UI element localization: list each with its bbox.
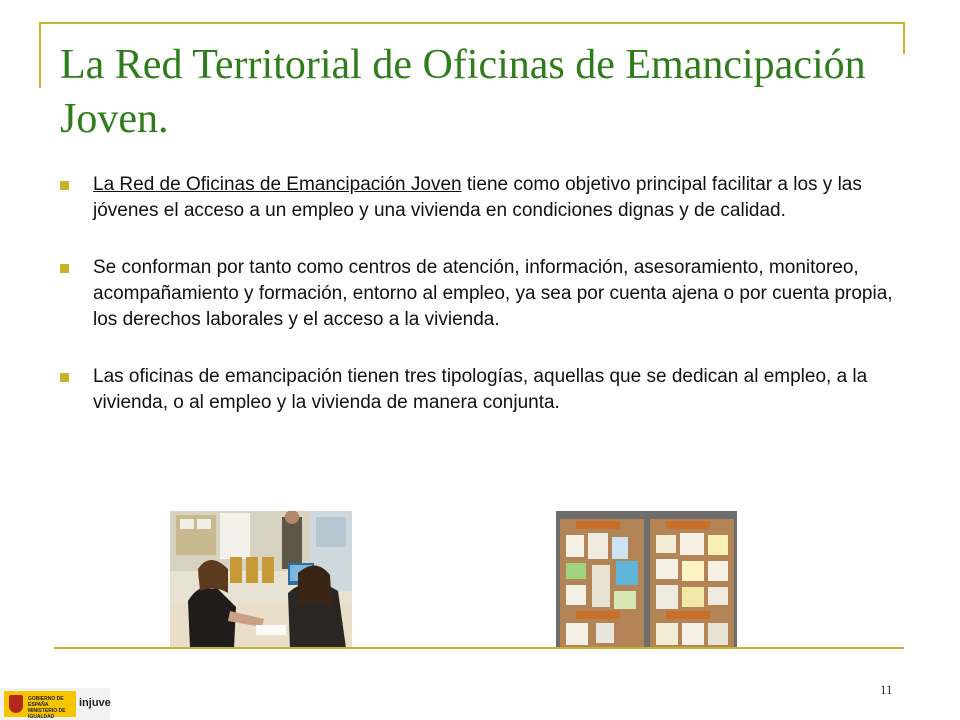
coat-of-arms-icon <box>9 695 23 713</box>
bullet-item-objective <box>60 172 920 224</box>
footer-logo <box>0 688 110 720</box>
page-number: 11 <box>880 682 893 697</box>
bullet-text: Se conforman por tanto como centros de atención, información, asesoramiento, monitoreo, acompañamiento y formación, entorno al empleo, ya sea por cuenta ajena o por cuenta propia, los derechos laborales y el acceso a la vivienda. <box>93 257 893 330</box>
red-oficinas-link[interactable]: La Red de Oficinas de Emancipación Joven <box>93 174 462 195</box>
gobierno-logo <box>4 691 76 720</box>
bullet-list <box>60 172 920 447</box>
bullet-square-icon <box>60 264 69 273</box>
bullet-text: tiene como objetivo principal facilitar a los y las jóvenes el acceso a un empleo y una vivienda en condiciones dignas y de calidad. <box>93 174 862 221</box>
office-photo <box>170 511 352 648</box>
office-photo-image <box>170 511 352 648</box>
frame-right-line <box>903 22 905 54</box>
bulletin-board-photo <box>556 511 737 648</box>
bullet-item-services <box>60 255 920 333</box>
gobierno-logo-text: GOBIERNO DE ESPAÑA MINISTERIO DE IGUALDAD <box>28 696 66 720</box>
bullet-square-icon <box>60 373 69 382</box>
frame-left-line <box>39 22 41 88</box>
bulletin-board-image <box>556 511 737 648</box>
bullet-square-icon <box>60 181 69 190</box>
bullet-item-types <box>60 364 920 416</box>
bullet-text: Las oficinas de emancipación tienen tres tipologías, aquellas que se dedican al empleo, a la vivienda, o al empleo y la vivienda de manera conjunta. <box>93 366 868 413</box>
slide-title: La Red Territorial de Oficinas de Emancipación Joven. <box>60 42 866 142</box>
injuve-logo: injuve <box>79 697 111 709</box>
bottom-rule-line <box>54 647 904 649</box>
frame-top-line <box>40 22 904 24</box>
